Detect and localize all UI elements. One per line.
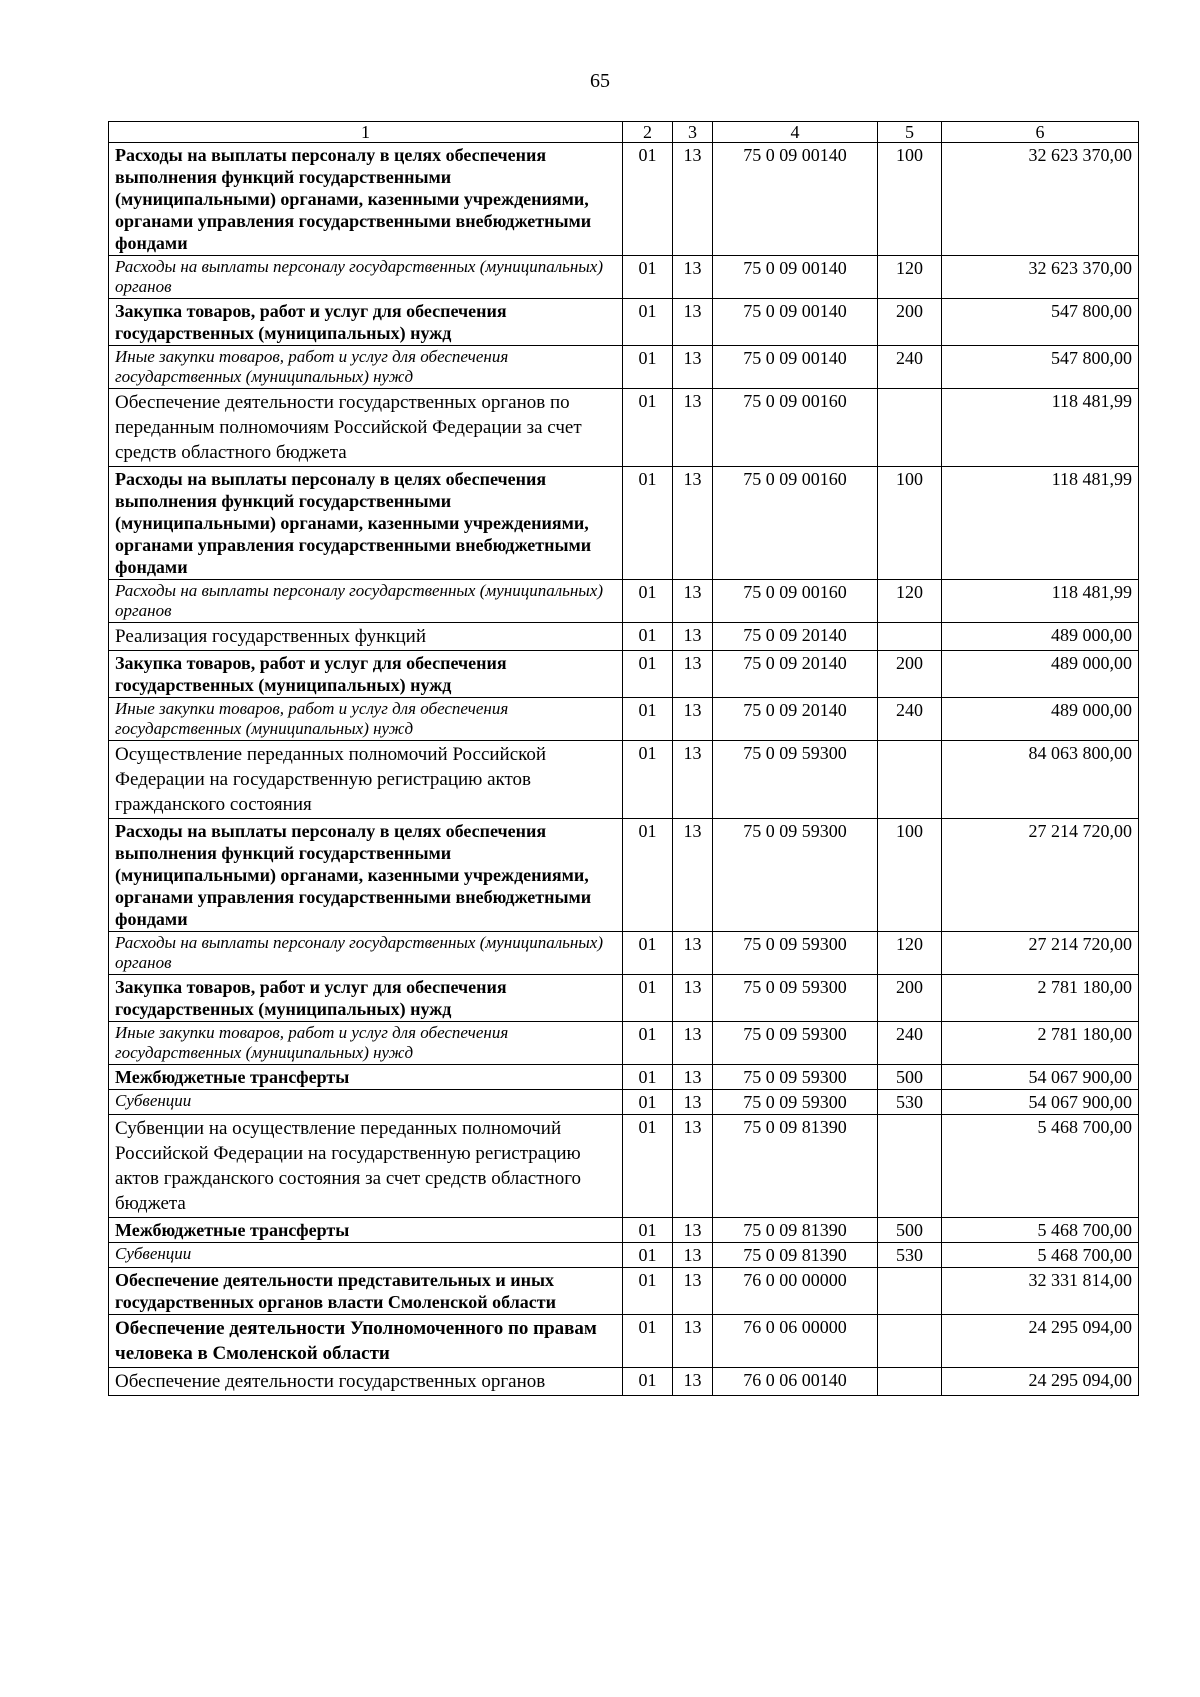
row-expense-type-cell [878,741,942,819]
row-amount-cell: 489 000,00 [942,698,1139,741]
table-row [109,1243,1139,1268]
row-amount-cell: 118 481,99 [942,580,1139,623]
header-col-1: 1 [109,122,623,143]
table-row [109,651,1139,698]
row-expense-type-cell: 120 [878,580,942,623]
row-subsection-cell: 13 [673,819,713,932]
row-amount-cell: 24 295 094,00 [942,1315,1139,1368]
row-amount-cell: 27 214 720,00 [942,819,1139,932]
table-row [109,346,1139,389]
row-expense-type-cell [878,389,942,467]
row-subsection-cell: 13 [673,975,713,1022]
header-col-2: 2 [623,122,673,143]
row-subsection-cell: 13 [673,143,713,256]
row-section-cell: 01 [623,1268,673,1315]
row-name-cell: Субвенции [109,1243,623,1268]
row-target-code-cell: 75 0 09 59300 [713,819,878,932]
table-row [109,467,1139,580]
row-amount-cell: 54 067 900,00 [942,1065,1139,1090]
row-target-code-cell: 75 0 09 81390 [713,1115,878,1218]
row-section-cell: 01 [623,346,673,389]
row-target-code-cell: 75 0 09 59300 [713,975,878,1022]
row-section-cell: 01 [623,623,673,651]
row-name-cell: Закупка товаров, работ и услуг для обеспечения государственных (муниципальных) нужд [109,299,623,346]
header-col-5: 5 [878,122,942,143]
row-amount-cell: 24 295 094,00 [942,1368,1139,1396]
row-name-cell: Расходы на выплаты персоналу государственных (муниципальных) органов [109,932,623,975]
table-row [109,932,1139,975]
row-subsection-cell: 13 [673,346,713,389]
row-expense-type-cell: 530 [878,1243,942,1268]
table-row [109,819,1139,932]
row-subsection-cell: 13 [673,389,713,467]
row-subsection-cell: 13 [673,1115,713,1218]
header-col-4: 4 [713,122,878,143]
row-target-code-cell: 75 0 09 00140 [713,346,878,389]
row-subsection-cell: 13 [673,1243,713,1268]
row-name-cell: Обеспечение деятельности представительных и иных государственных органов власти Смоленской области [109,1268,623,1315]
row-section-cell: 01 [623,1090,673,1115]
row-section-cell: 01 [623,741,673,819]
table-body [109,143,1139,1396]
row-amount-cell: 2 781 180,00 [942,1022,1139,1065]
row-name-cell: Межбюджетные трансферты [109,1065,623,1090]
row-section-cell: 01 [623,1315,673,1368]
table-row [109,389,1139,467]
row-expense-type-cell: 500 [878,1218,942,1243]
row-name-cell: Расходы на выплаты персоналу в целях обеспечения выполнения функций государственными (муниципальными) органами, казенными учреждениями, органами управления государственными внебюджетными фондами [109,143,623,256]
table-row [109,1115,1139,1218]
row-target-code-cell: 75 0 09 59300 [713,1065,878,1090]
row-name-cell: Обеспечение деятельности Уполномоченного по правам человека в Смоленской области [109,1315,623,1368]
row-expense-type-cell: 120 [878,932,942,975]
row-subsection-cell: 13 [673,256,713,299]
row-target-code-cell: 75 0 09 59300 [713,1090,878,1115]
row-name-cell: Реализация государственных функций [109,623,623,651]
row-name-cell: Иные закупки товаров, работ и услуг для обеспечения государственных (муниципальных) нужд [109,1022,623,1065]
row-section-cell: 01 [623,143,673,256]
row-expense-type-cell: 240 [878,346,942,389]
row-section-cell: 01 [623,1218,673,1243]
row-section-cell: 01 [623,1368,673,1396]
row-subsection-cell: 13 [673,651,713,698]
row-expense-type-cell: 240 [878,1022,942,1065]
table-row [109,698,1139,741]
row-amount-cell: 27 214 720,00 [942,932,1139,975]
table-row [109,1368,1139,1396]
row-subsection-cell: 13 [673,1315,713,1368]
row-section-cell: 01 [623,651,673,698]
row-amount-cell: 32 623 370,00 [942,143,1139,256]
row-name-cell: Расходы на выплаты персоналу государственных (муниципальных) органов [109,580,623,623]
row-expense-type-cell [878,1315,942,1368]
page-number: 65 [590,70,610,92]
row-expense-type-cell: 530 [878,1090,942,1115]
row-expense-type-cell: 500 [878,1065,942,1090]
row-subsection-cell: 13 [673,1065,713,1090]
row-name-cell: Субвенции на осуществление переданных полномочий Российской Федерации на государственную регистрацию актов гражданского состояния за счет средств областного бюджета [109,1115,623,1218]
row-expense-type-cell: 100 [878,467,942,580]
row-name-cell: Иные закупки товаров, работ и услуг для обеспечения государственных (муниципальных) нужд [109,346,623,389]
row-amount-cell: 32 331 814,00 [942,1268,1139,1315]
row-section-cell: 01 [623,819,673,932]
row-amount-cell: 5 468 700,00 [942,1243,1139,1268]
row-section-cell: 01 [623,932,673,975]
row-section-cell: 01 [623,299,673,346]
row-target-code-cell: 75 0 09 20140 [713,623,878,651]
row-target-code-cell: 75 0 09 00160 [713,467,878,580]
table-row [109,1090,1139,1115]
row-amount-cell: 84 063 800,00 [942,741,1139,819]
row-target-code-cell: 75 0 09 20140 [713,651,878,698]
row-section-cell: 01 [623,1115,673,1218]
row-amount-cell: 32 623 370,00 [942,256,1139,299]
row-section-cell: 01 [623,256,673,299]
header-row [109,122,1139,143]
row-expense-type-cell: 240 [878,698,942,741]
table-row [109,143,1139,256]
row-name-cell: Расходы на выплаты персоналу в целях обеспечения выполнения функций государственными (муниципальными) органами, казенными учреждениями, органами управления государственными внебюджетными фондами [109,467,623,580]
row-target-code-cell: 75 0 09 59300 [713,932,878,975]
row-amount-cell: 2 781 180,00 [942,975,1139,1022]
table-row [109,975,1139,1022]
row-name-cell: Закупка товаров, работ и услуг для обеспечения государственных (муниципальных) нужд [109,975,623,1022]
row-target-code-cell: 76 0 06 00000 [713,1315,878,1368]
row-subsection-cell: 13 [673,1218,713,1243]
row-expense-type-cell: 120 [878,256,942,299]
row-subsection-cell: 13 [673,1268,713,1315]
row-name-cell: Обеспечение деятельности государственных органов по переданным полномочиям Российской Федерации за счет средств областного бюджета [109,389,623,467]
row-name-cell: Расходы на выплаты персоналу в целях обеспечения выполнения функций государственными (муниципальными) органами, казенными учреждениями, органами управления государственными внебюджетными фондами [109,819,623,932]
row-expense-type-cell [878,623,942,651]
row-expense-type-cell: 200 [878,651,942,698]
table-row [109,256,1139,299]
row-subsection-cell: 13 [673,467,713,580]
row-name-cell: Закупка товаров, работ и услуг для обеспечения государственных (муниципальных) нужд [109,651,623,698]
row-amount-cell: 118 481,99 [942,389,1139,467]
row-subsection-cell: 13 [673,932,713,975]
row-expense-type-cell [878,1115,942,1218]
row-section-cell: 01 [623,1065,673,1090]
row-section-cell: 01 [623,467,673,580]
table-row [109,741,1139,819]
row-subsection-cell: 13 [673,623,713,651]
row-expense-type-cell: 100 [878,819,942,932]
row-target-code-cell: 76 0 06 00140 [713,1368,878,1396]
row-expense-type-cell: 100 [878,143,942,256]
row-subsection-cell: 13 [673,698,713,741]
table-row [109,1268,1139,1315]
table-row [109,1315,1139,1368]
row-amount-cell: 489 000,00 [942,651,1139,698]
table-row [109,299,1139,346]
row-amount-cell: 547 800,00 [942,346,1139,389]
row-section-cell: 01 [623,975,673,1022]
row-subsection-cell: 13 [673,741,713,819]
row-subsection-cell: 13 [673,1368,713,1396]
row-subsection-cell: 13 [673,580,713,623]
row-target-code-cell: 75 0 09 59300 [713,1022,878,1065]
row-name-cell: Обеспечение деятельности государственных органов [109,1368,623,1396]
row-amount-cell: 5 468 700,00 [942,1115,1139,1218]
table-row [109,580,1139,623]
row-target-code-cell: 75 0 09 00140 [713,143,878,256]
row-amount-cell: 54 067 900,00 [942,1090,1139,1115]
row-subsection-cell: 13 [673,299,713,346]
row-section-cell: 01 [623,698,673,741]
table-row [109,1218,1139,1243]
row-amount-cell: 118 481,99 [942,467,1139,580]
table-row [109,1022,1139,1065]
row-section-cell: 01 [623,1243,673,1268]
row-target-code-cell: 75 0 09 59300 [713,741,878,819]
row-name-cell: Межбюджетные трансферты [109,1218,623,1243]
row-expense-type-cell: 200 [878,299,942,346]
budget-table [108,121,1139,1396]
row-target-code-cell: 75 0 09 00140 [713,299,878,346]
row-target-code-cell: 75 0 09 00140 [713,256,878,299]
row-name-cell: Осуществление переданных полномочий Российской Федерации на государственную регистрацию актов гражданского состояния [109,741,623,819]
row-expense-type-cell [878,1368,942,1396]
row-section-cell: 01 [623,580,673,623]
table-row [109,623,1139,651]
row-target-code-cell: 75 0 09 81390 [713,1218,878,1243]
row-subsection-cell: 13 [673,1090,713,1115]
header-col-6: 6 [942,122,1139,143]
row-amount-cell: 489 000,00 [942,623,1139,651]
row-section-cell: 01 [623,1022,673,1065]
row-target-code-cell: 75 0 09 00160 [713,580,878,623]
row-target-code-cell: 76 0 00 00000 [713,1268,878,1315]
row-amount-cell: 547 800,00 [942,299,1139,346]
row-name-cell: Расходы на выплаты персоналу государственных (муниципальных) органов [109,256,623,299]
row-target-code-cell: 75 0 09 20140 [713,698,878,741]
row-target-code-cell: 75 0 09 81390 [713,1243,878,1268]
row-section-cell: 01 [623,389,673,467]
table-row [109,1065,1139,1090]
row-name-cell: Субвенции [109,1090,623,1115]
row-target-code-cell: 75 0 09 00160 [713,389,878,467]
row-expense-type-cell: 200 [878,975,942,1022]
row-expense-type-cell [878,1268,942,1315]
table-header [109,122,1139,143]
header-col-3: 3 [673,122,713,143]
row-amount-cell: 5 468 700,00 [942,1218,1139,1243]
row-name-cell: Иные закупки товаров, работ и услуг для обеспечения государственных (муниципальных) нужд [109,698,623,741]
row-subsection-cell: 13 [673,1022,713,1065]
